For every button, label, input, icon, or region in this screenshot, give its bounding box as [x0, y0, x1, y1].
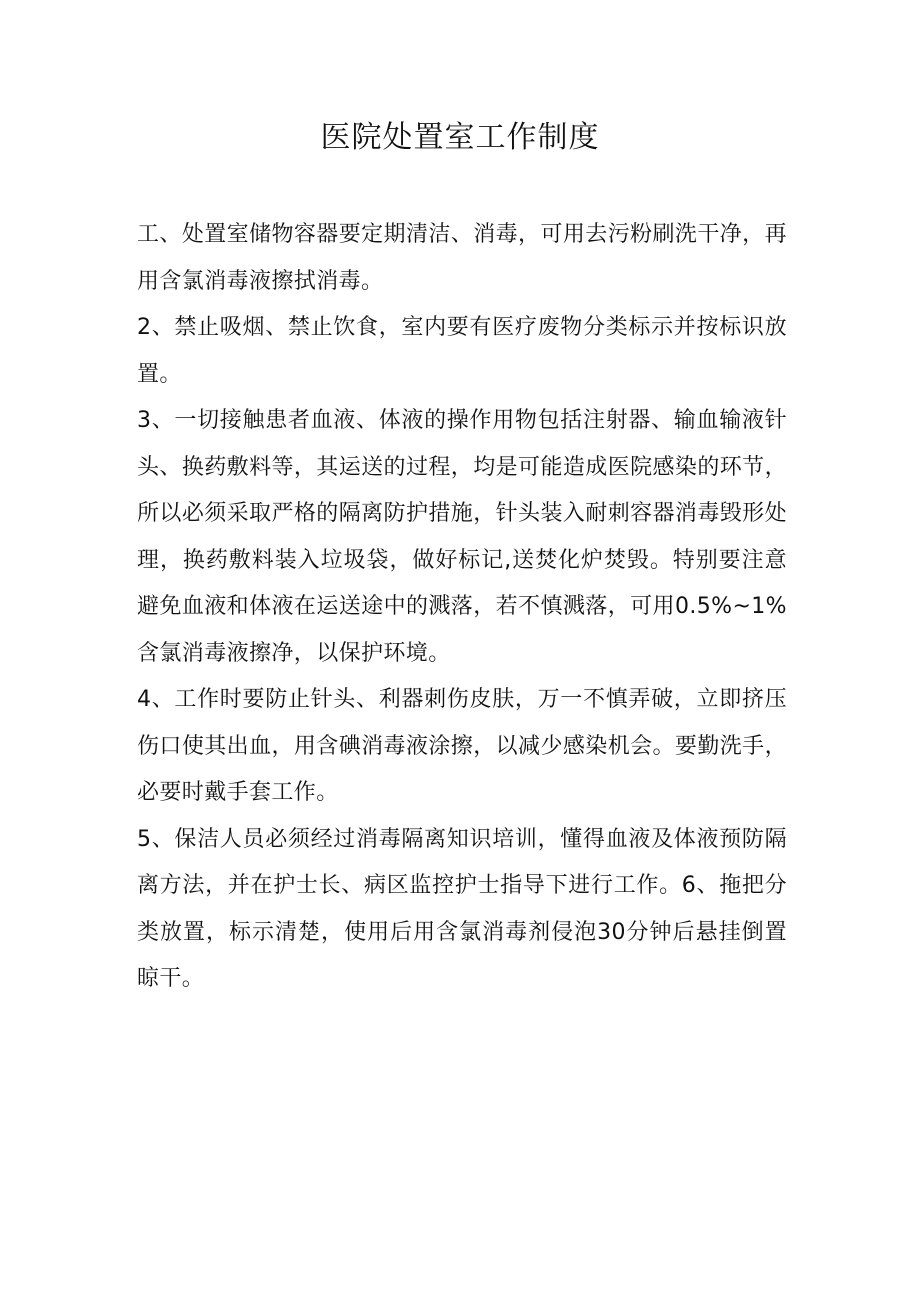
paragraph-1: 工、处置室储物容器要定期清洁、消毒，可用去污粉刷洗干净，再用含氯消毒液擦拭消毒。 — [137, 222, 787, 294]
document-body — [137, 212, 787, 1003]
document-title: 医院处置室工作制度 — [320, 120, 600, 155]
paragraph-4: 4、工作时要防止针头、利器刺伤皮肤，万一不慎弄破，立即挤压伤口使其出血，用含碘消毒液涂擦，以减少感染机会。要勤洗手，必要时戴手套工作。 — [137, 687, 787, 805]
paragraph-3: 3、一切接触患者血液、体液的操作用物包括注射器、输血输液针头、换药敷料等，其运送的过程，均是可能造成医院感染的环节，所以必须采取严格的隔离防护措施，针头装入耐刺容器消毒毁形处理，换药敷料装入垃圾袋，做好标记,送焚化炉焚毁。特别要注意避免血液和体液在运送途中的溅落，若不慎溅落，可用0.5%~1%含氯消毒液擦净，以保护环境。 — [137, 408, 787, 666]
paragraph-2: 2、禁止吸烟、禁止饮食，室内要有医疗废物分类标示并按标识放置。 — [137, 315, 787, 387]
paragraph-5: 5、保洁人员必须经过消毒隔离知识培训，懂得血液及体液预防隔离方法，并在护士长、病区监控护士指导下进行工作。6、拖把分类放置，标示清楚，使用后用含氯消毒剂侵泡30分钟后悬挂倒置晾干。 — [137, 826, 787, 991]
